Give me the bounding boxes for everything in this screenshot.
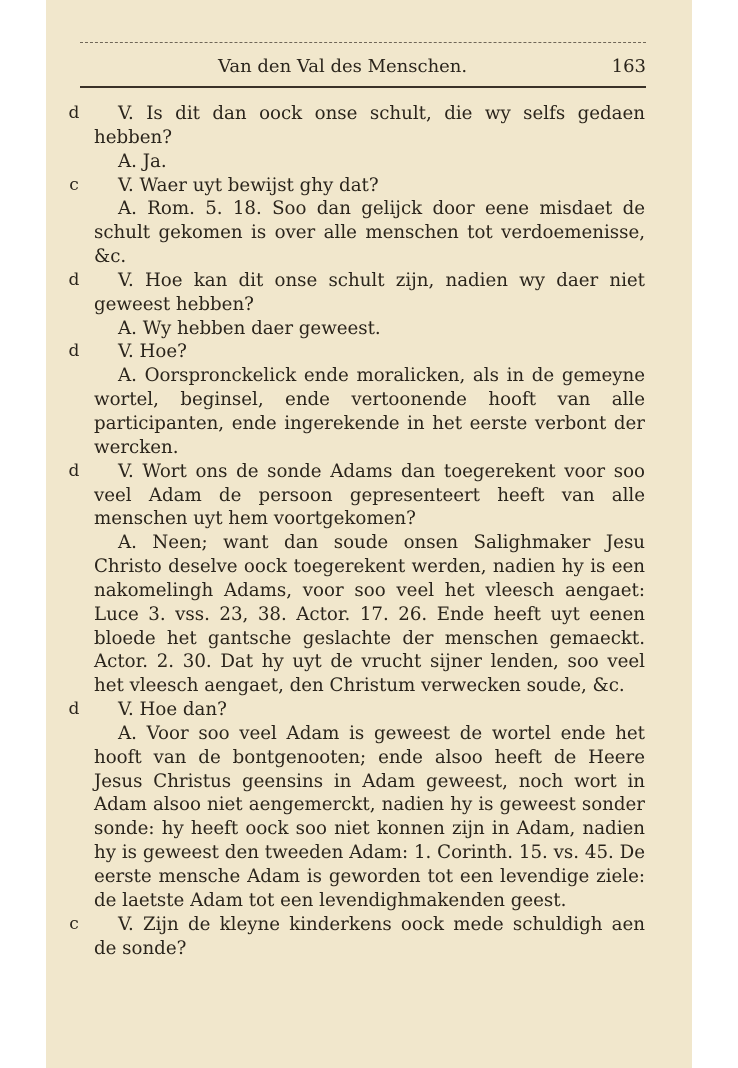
paragraph-text: V. Is dit dan oock onse schult, die wy selfs gedaen hebben? <box>94 103 645 148</box>
paragraph-text: A. Wy hebben daer geweest. <box>118 317 381 339</box>
paragraph-6 <box>94 317 645 341</box>
margin-marker: c <box>69 174 79 195</box>
paragraph-12 <box>94 722 645 913</box>
paragraph-5 <box>68 269 645 317</box>
paragraph-3 <box>69 174 645 198</box>
paragraph-text: V. Hoe kan dit onse schult zijn, nadien wy daer niet geweest hebben? <box>94 269 645 315</box>
body-text <box>68 102 645 960</box>
paragraph-text: V. Zijn de kleyne kinderkens oock mede schuldigh aen de sonde? <box>94 913 645 959</box>
margin-marker: d <box>68 460 80 481</box>
margin-marker: d <box>68 269 80 290</box>
header-rule <box>80 86 646 88</box>
paragraph-text: A. Oorspronckelick ende moralicken, als in de gemeyne wortel, beginsel, ende vertoonende hooft van alle participanten, ende ingerekende in het eerste verbont der wercken. <box>94 365 645 458</box>
margin-marker: d <box>68 341 80 362</box>
page-number: 163 <box>611 56 646 77</box>
header-title: Van den Val des Menschen. <box>218 56 468 77</box>
paragraph-2 <box>94 150 645 174</box>
paragraph-text: V. Hoe dan? <box>118 699 227 721</box>
paragraph-text: A. Ja. <box>118 150 167 172</box>
paragraph-10 <box>94 531 645 698</box>
paragraph-4 <box>94 197 645 269</box>
paragraph-text: V. Waer uyt bewijst ghy dat? <box>118 174 379 196</box>
margin-marker: d <box>68 103 80 123</box>
paragraph-text: A. Voor soo veel Adam is geweest de wortel ende het hooft van de bontgenooten; ende alsoo heeft de Heere Jesus Christus geensins in Adam geweest, noch wort in Adam alsoo niet aengemerckt, nadien hy is geweest sonder sonde: hy heeft oock soo niet konnen zijn in Adam, nadien hy is geweest den tweeden Adam: 1. Corinth. 15. vs. 45. De eerste mensche Adam is geworden tot een levendige ziele: de laetste Adam tot een levendighmakenden geest. <box>94 722 645 911</box>
paragraph-9 <box>68 460 645 532</box>
paragraph-text: V. Hoe? <box>118 341 187 363</box>
margin-marker: d <box>68 699 80 720</box>
paragraph-text: V. Wort ons de sonde Adams dan toegerekent voor soo veel Adam de persoon gepresenteert heeft van alle menschen uyt hem voortgekomen? <box>94 460 645 530</box>
paragraph-text: A. Rom. 5. 18. Soo dan gelijck door eene misdaet de schult gekomen is over alle menschen tot verdoemenisse, &c. <box>94 198 645 268</box>
paragraph-1 <box>68 102 645 150</box>
paragraph-7 <box>68 340 645 364</box>
header-top-rule <box>80 42 646 43</box>
running-header <box>80 54 646 80</box>
paragraph-text: A. Neen; want dan soude onsen Salighmaker Jesu Christo deselve oock toegerekent werden, nadien hy is een nakomelingh Adams, voor soo veel het vleesch aengaet: Luce 3. vss. 23, 38. Actor. 17. 26. Ende heeft uyt eenen bloede het gantsche geslachte der menschen gemaeckt. Actor. 2. 30. Dat hy uyt de vrucht sijner lenden, soo veel het vleesch aengaet, den Christum verwecken soude, &c. <box>94 532 645 697</box>
margin-marker: c <box>69 913 79 934</box>
paragraph-11 <box>68 698 645 722</box>
paragraph-13 <box>69 913 645 961</box>
paragraph-8 <box>94 364 645 459</box>
